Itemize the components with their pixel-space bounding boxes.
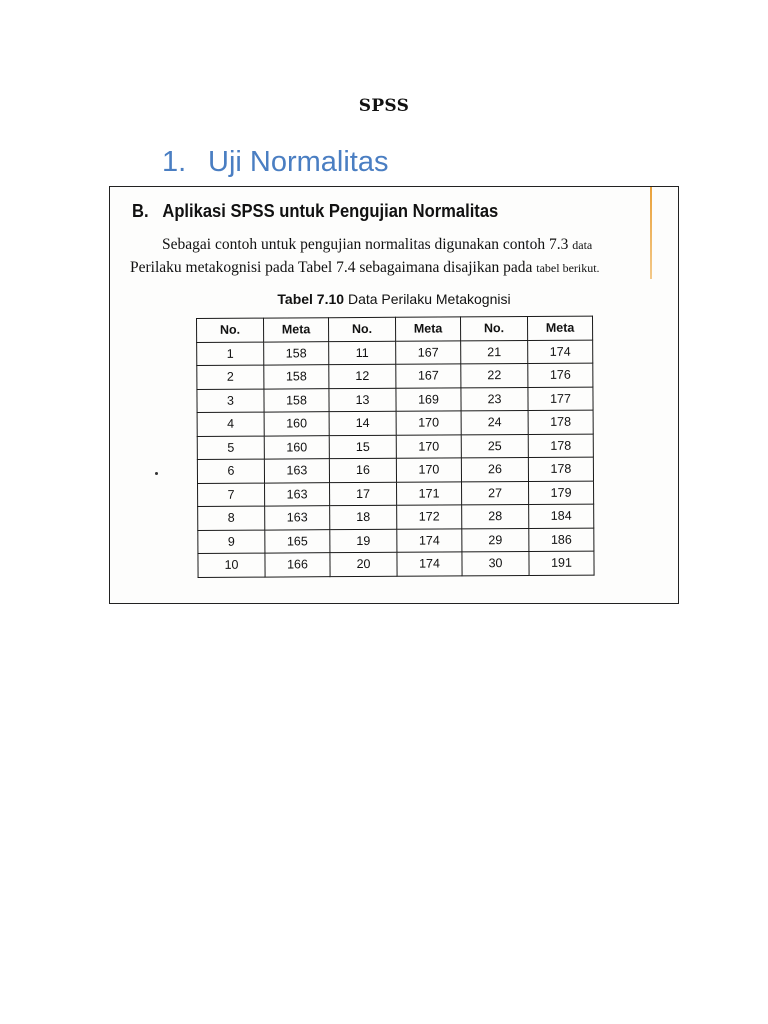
table-row bbox=[197, 340, 593, 366]
para-line1-small: data bbox=[572, 238, 593, 252]
table-cell: 167 bbox=[396, 340, 461, 364]
table-cell: 26 bbox=[461, 457, 528, 481]
table-caption bbox=[110, 291, 678, 307]
table-cell: 1 bbox=[197, 342, 264, 366]
table-cell: 18 bbox=[330, 505, 397, 529]
table-cell: 171 bbox=[397, 481, 462, 505]
table-row bbox=[198, 504, 594, 530]
header-cell: No. bbox=[329, 317, 396, 341]
table-cell: 170 bbox=[396, 411, 461, 435]
table-cell: 14 bbox=[329, 411, 396, 435]
table-cell: 165 bbox=[265, 529, 330, 553]
table-cell: 17 bbox=[330, 482, 397, 506]
table-row bbox=[197, 457, 593, 483]
table-header-row bbox=[197, 316, 593, 342]
table-cell: 15 bbox=[329, 435, 396, 459]
table-cell: 20 bbox=[330, 552, 397, 576]
table-cell: 4 bbox=[197, 412, 264, 436]
page-title: SPSS bbox=[358, 96, 410, 116]
table-cell: 3 bbox=[197, 389, 264, 413]
header-cell: Meta bbox=[527, 316, 592, 340]
table-cell: 21 bbox=[461, 340, 528, 364]
scan-heading-letter: B. bbox=[132, 201, 149, 221]
table-cell: 163 bbox=[265, 482, 330, 506]
section-heading-text: Uji Normalitas bbox=[208, 146, 389, 178]
table-cell: 5 bbox=[197, 436, 264, 460]
header-cell: Meta bbox=[264, 318, 329, 342]
header-cell: No. bbox=[197, 318, 264, 342]
table-row bbox=[198, 481, 594, 507]
table-cell: 29 bbox=[462, 528, 529, 552]
table-cell: 27 bbox=[462, 481, 529, 505]
table-cell: 174 bbox=[397, 528, 462, 552]
table-cell: 28 bbox=[462, 504, 529, 528]
table-cell: 30 bbox=[462, 551, 529, 575]
table-cell: 178 bbox=[528, 434, 593, 458]
section-heading bbox=[162, 146, 388, 179]
table-cell: 172 bbox=[397, 505, 462, 529]
table-cell: 24 bbox=[461, 410, 528, 434]
table-cell: 11 bbox=[329, 341, 396, 365]
table-cell: 19 bbox=[330, 529, 397, 553]
scan-heading bbox=[132, 201, 498, 222]
table-cell: 23 bbox=[461, 387, 528, 411]
header-cell: Meta bbox=[395, 317, 460, 341]
table-cell: 184 bbox=[529, 504, 594, 528]
table-row bbox=[197, 363, 593, 389]
para-line2-small: tabel berikut. bbox=[536, 261, 600, 275]
table-cell: 8 bbox=[198, 506, 265, 530]
table-cell: 160 bbox=[264, 435, 329, 459]
scan-paragraph-line-2 bbox=[130, 256, 660, 280]
table-cell: 6 bbox=[197, 459, 264, 483]
section-number: 1. bbox=[162, 146, 187, 178]
table-cell: 158 bbox=[264, 365, 329, 389]
table-row bbox=[198, 528, 594, 554]
table-cell: 166 bbox=[265, 553, 330, 577]
table-cell: 13 bbox=[329, 388, 396, 412]
table-cell: 163 bbox=[264, 459, 329, 483]
table-cell: 176 bbox=[528, 363, 593, 387]
table-cell: 174 bbox=[528, 340, 593, 364]
table-cell: 174 bbox=[397, 552, 462, 576]
table-cell: 25 bbox=[461, 434, 528, 458]
table-cell: 170 bbox=[396, 458, 461, 482]
table-cell: 2 bbox=[197, 365, 264, 389]
table-row bbox=[197, 434, 593, 460]
table-cell: 177 bbox=[528, 387, 593, 411]
table-cell: 178 bbox=[528, 457, 593, 481]
scan-dust-dot bbox=[155, 472, 158, 475]
table-cell: 169 bbox=[396, 387, 461, 411]
data-table bbox=[196, 316, 595, 578]
header-cell: No. bbox=[460, 316, 527, 340]
table-cell: 163 bbox=[265, 506, 330, 530]
table-cell: 191 bbox=[529, 551, 594, 575]
scanned-figure bbox=[109, 186, 679, 604]
table-caption-label: Tabel 7.10 bbox=[277, 291, 345, 307]
table-cell: 158 bbox=[264, 341, 329, 365]
para-line2-main: Perilaku metakognisi pada Tabel 7.4 sebagaimana disajikan pada bbox=[130, 259, 533, 276]
table-row bbox=[197, 387, 593, 413]
table-cell: 178 bbox=[528, 410, 593, 434]
table-cell: 158 bbox=[264, 388, 329, 412]
table-cell: 7 bbox=[198, 483, 265, 507]
table-cell: 179 bbox=[529, 481, 594, 505]
table-cell: 167 bbox=[396, 364, 461, 388]
table-row bbox=[197, 410, 593, 436]
scan-heading-text: Aplikasi SPSS untuk Pengujian Normalitas bbox=[162, 201, 499, 221]
table-cell: 16 bbox=[329, 458, 396, 482]
table-cell: 10 bbox=[198, 553, 265, 577]
table-cell: 170 bbox=[396, 434, 461, 458]
table-cell: 22 bbox=[461, 363, 528, 387]
table-cell: 186 bbox=[529, 528, 594, 552]
table-cell: 12 bbox=[329, 364, 396, 388]
scan-paragraph-line-1 bbox=[162, 233, 679, 257]
table-cell: 160 bbox=[264, 412, 329, 436]
para-line1-main: Sebagai contoh untuk pengujian normalitas digunakan contoh 7.3 bbox=[162, 236, 569, 253]
table-cell: 9 bbox=[198, 530, 265, 554]
table-caption-text: Data Perilaku Metakognisi bbox=[347, 291, 511, 307]
table-row bbox=[198, 551, 594, 577]
